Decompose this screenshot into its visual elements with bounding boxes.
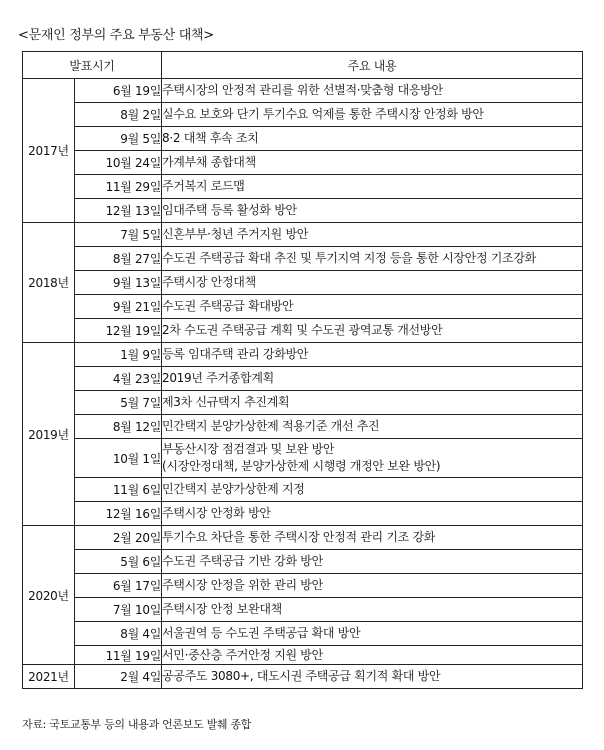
header-main-content: 주요 내용 [162,52,583,79]
table-row [23,319,583,343]
date-cell: 8월 4일 [75,622,162,646]
table-row [23,199,583,223]
date-cell: 7월 10일 [75,598,162,622]
table-row [23,478,583,502]
content-cell: 제3차 신규택지 추진계획 [162,391,583,415]
table-row [23,665,583,689]
content-cell: 서민·중산층 주거안정 지원 방안 [162,646,583,665]
content-cell: 수도권 주택공급 기반 강화 방안 [162,550,583,574]
content-cell: 주거복지 로드맵 [162,175,583,199]
table-row [23,175,583,199]
date-cell: 9월 5일 [75,127,162,151]
date-cell: 8월 12일 [75,415,162,439]
table-row [23,127,583,151]
date-cell: 1월 9일 [75,343,162,367]
date-cell: 2월 20일 [75,526,162,550]
table-row [23,103,583,127]
date-cell: 5월 6일 [75,550,162,574]
date-cell: 8월 27일 [75,247,162,271]
content-cell: 투기수요 차단을 통한 주택시장 안정적 관리 기조 강화 [162,526,583,550]
content-cell: 신혼부부·청년 주거지원 방안 [162,223,583,247]
table-caption: <문재인 정부의 주요 부동산 대책> [18,28,214,43]
table-header-row [23,52,583,79]
date-cell: 12월 16일 [75,502,162,526]
date-cell: 11월 19일 [75,646,162,665]
date-cell: 12월 19일 [75,319,162,343]
content-cell: 민간택지 분양가상한제 지정 [162,478,583,502]
table-row [23,271,583,295]
date-cell: 6월 19일 [75,79,162,103]
table-row [23,646,583,665]
year-cell: 2019년 [23,343,75,526]
date-cell: 2월 4일 [75,665,162,689]
table-row [23,598,583,622]
content-cell: 실수요 보호와 단기 투기수요 억제를 통한 주택시장 안정화 방안 [162,103,583,127]
table-row [23,439,583,478]
content-cell: 주택시장 안정화 방안 [162,502,583,526]
content-cell: 2019년 주거종합계획 [162,367,583,391]
content-cell: 2차 수도권 주택공급 계획 및 수도권 광역교통 개선방안 [162,319,583,343]
content-cell: 수도권 주택공급 확대 추진 및 투기지역 지정 등을 통한 시장안정 기조강화 [162,247,583,271]
table-row [23,151,583,175]
date-cell: 11월 29일 [75,175,162,199]
table-row [23,79,583,103]
table-row [23,343,583,367]
content-cell: 가계부채 종합대책 [162,151,583,175]
table-row [23,415,583,439]
table-row [23,247,583,271]
content-cell: 서울권역 등 수도권 주택공급 확대 방안 [162,622,583,646]
content-line: 부동산시장 점검결과 및 보완 방안 [162,442,335,456]
content-cell: 공공주도 3080+, 대도시권 주택공급 획기적 확대 방안 [162,665,583,689]
table-row [23,391,583,415]
table-row [23,526,583,550]
table-row [23,622,583,646]
source-note: 자료: 국토교통부 등의 내용과 언론보도 발췌 종합 [22,718,252,731]
date-cell: 10월 1일 [75,439,162,478]
year-cell: 2018년 [23,223,75,343]
date-cell: 11월 6일 [75,478,162,502]
table-row [23,574,583,598]
table-row [23,550,583,574]
content-line-sub: (시장안정대책, 분양가상한제 시행령 개정안 보완 방안) [162,459,441,473]
date-cell: 10월 24일 [75,151,162,175]
content-cell: 주택시장 안정을 위한 관리 방안 [162,574,583,598]
content-cell [162,439,583,478]
table-row [23,367,583,391]
content-cell: 8·2 대책 후속 조치 [162,127,583,151]
table-row [23,502,583,526]
content-cell: 주택시장 안정 보완대책 [162,598,583,622]
table-row [23,223,583,247]
date-cell: 4월 23일 [75,367,162,391]
header-announce-date: 발표시기 [23,52,162,79]
table-row [23,295,583,319]
date-cell: 7월 5일 [75,223,162,247]
content-cell: 주택시장의 안정적 관리를 위한 선별적·맞춤형 대응방안 [162,79,583,103]
date-cell: 9월 21일 [75,295,162,319]
policy-table [22,51,583,689]
year-cell: 2020년 [23,526,75,665]
date-cell: 8월 2일 [75,103,162,127]
content-cell: 임대주택 등록 활성화 방안 [162,199,583,223]
date-cell: 6월 17일 [75,574,162,598]
content-cell: 등록 임대주택 관리 강화방안 [162,343,583,367]
year-cell: 2021년 [23,665,75,689]
content-cell: 수도권 주택공급 확대방안 [162,295,583,319]
date-cell: 9월 13일 [75,271,162,295]
date-cell: 5월 7일 [75,391,162,415]
content-cell: 민간택지 분양가상한제 적용기준 개선 추진 [162,415,583,439]
year-cell: 2017년 [23,79,75,223]
date-cell: 12월 13일 [75,199,162,223]
content-cell: 주택시장 안정대책 [162,271,583,295]
